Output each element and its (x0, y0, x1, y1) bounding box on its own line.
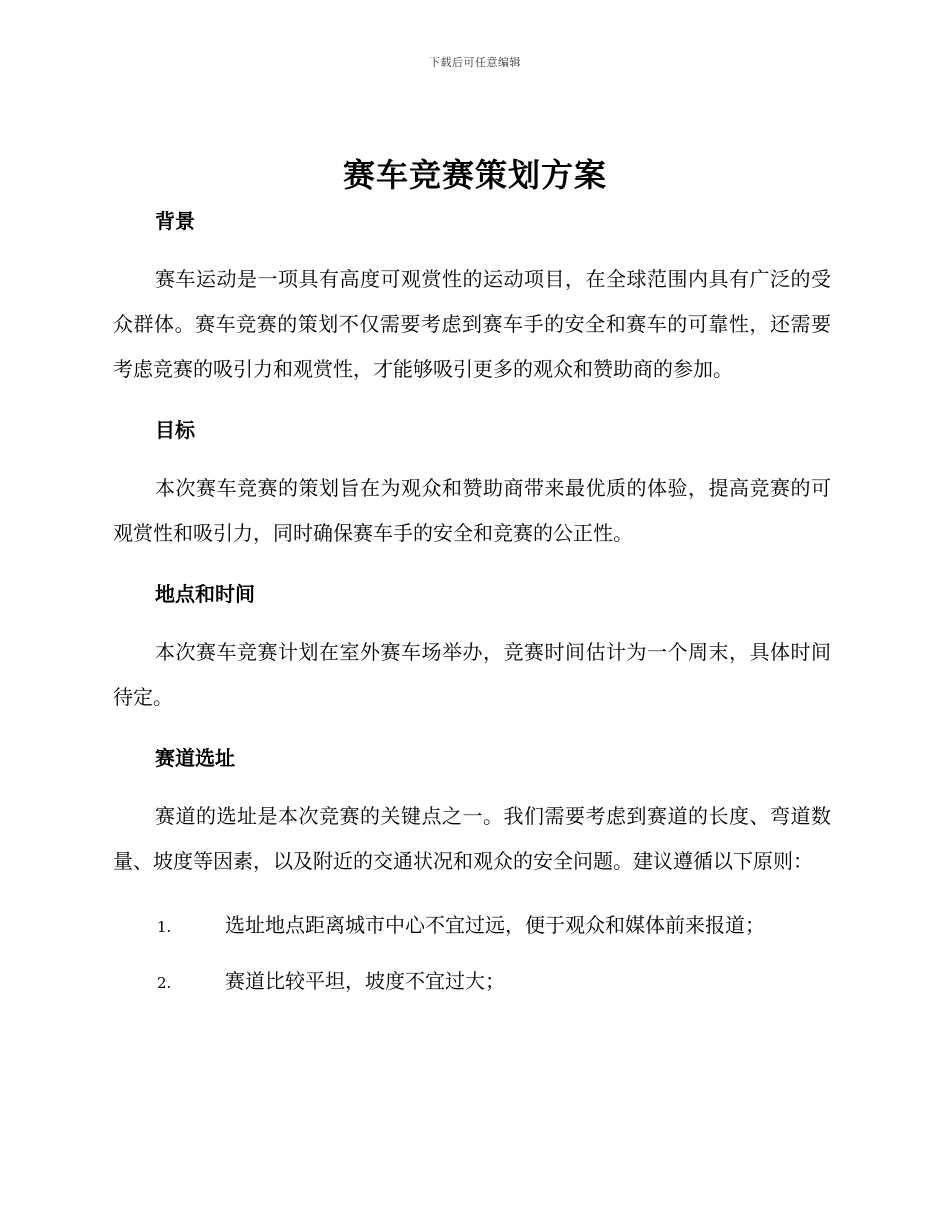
section-paragraph: 本次赛车竞赛计划在室外赛车场举办，竞赛时间估计为一个周末，具体时间待定。 (113, 640, 831, 709)
list-item-text: 选址地点距离城市中心不宜过远，便于观众和媒体前来报道； (225, 913, 765, 937)
section-heading: 地点和时间 (155, 582, 255, 606)
section-venue-time (113, 578, 831, 720)
section-paragraph: 本次赛车竞赛的策划旨在为观众和赞助商带来最优质的体验，提高竞赛的可观赏性和吸引力，同时确保赛车手的安全和竞赛的公正性。 (113, 476, 831, 545)
document-body (113, 205, 831, 1010)
document-title: 赛车竞赛策划方案 (342, 156, 607, 194)
section-track-site (113, 742, 831, 884)
section-paragraph: 赛车运动是一项具有高度可观赏性的运动项目，在全球范围内具有广泛的受众群体。赛车竞赛的策划不仅需要考虑到赛车手的安全和赛车的可靠性，还需要考虑竞赛的吸引力和观赏性，才能够吸引更多的观众和赞助商的参加。 (113, 267, 831, 381)
section-background (113, 205, 831, 392)
section-heading: 背景 (155, 209, 195, 233)
section-paragraph: 赛道的选址是本次竞赛的关键点之一。我们需要考虑到赛道的长度、弯道数量、坡度等因素，以及附近的交通状况和观众的安全问题。建议遵循以下原则： (113, 804, 831, 873)
section-heading: 赛道选址 (155, 746, 235, 770)
list-item-number: 1. (157, 918, 172, 936)
list-item (113, 898, 831, 954)
header-note: 下载后可任意编辑 (429, 56, 521, 69)
section-heading: 目标 (155, 418, 195, 442)
principles-list (113, 898, 831, 1010)
section-goal (113, 414, 831, 556)
list-item (113, 954, 831, 1010)
list-item-text: 赛道比较平坦，坡度不宜过大； (225, 969, 505, 993)
list-item-number: 2. (157, 974, 172, 992)
